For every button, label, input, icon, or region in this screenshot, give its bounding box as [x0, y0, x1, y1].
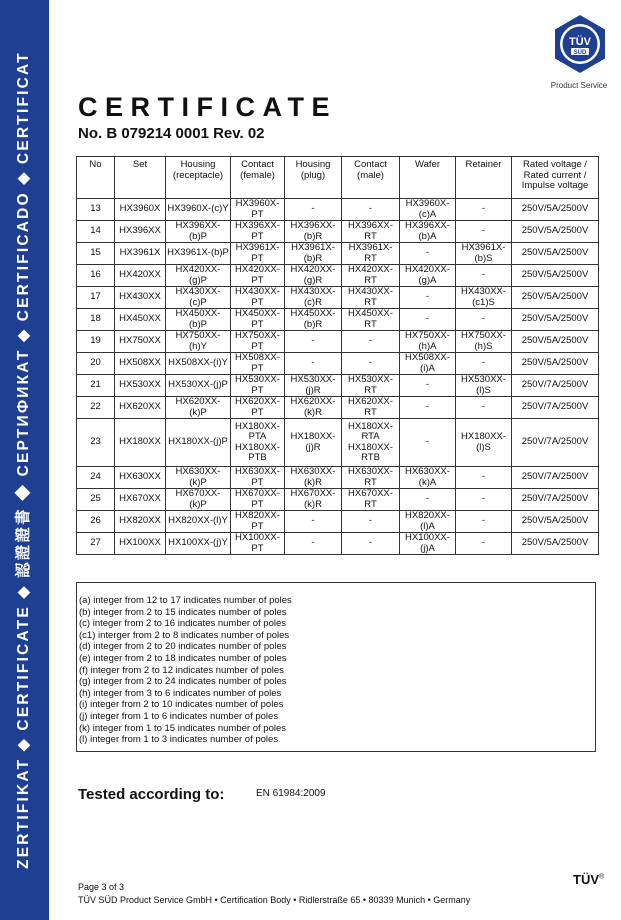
table-row — [77, 287, 599, 309]
row-rated-cell: 250V/5A/2500V — [512, 511, 599, 533]
registered-symbol: ® — [599, 873, 605, 881]
col-header-no: No — [77, 157, 115, 199]
row-housing-plug-cell: HX670XX-(k)R — [285, 489, 342, 511]
row-contact-female-cell: HX750XX-PT — [231, 331, 285, 353]
row-contact-male-cell: HX430XX-RT — [342, 287, 400, 309]
row-rated-cell: 250V/5A/2500V — [512, 287, 599, 309]
sidebar-text: ZERTIFIKAT ◆ CERTIFICATE ◆ 認證證書 ◆ СЕРТИФИКАТ ◆ CERTIFICADO ◆ CERTIFICAT — [15, 51, 32, 869]
table-row — [77, 375, 599, 397]
note-line: (l) integer from 1 to 3 indicates number of poles — [79, 734, 279, 746]
row-retainer-cell: HX180XX-(l)S — [456, 419, 512, 467]
row-contact-male-cell: HX450XX-RT — [342, 309, 400, 331]
row-contact-female-cell: HX100XX-PT — [231, 533, 285, 555]
row-contact-male-cell: - — [342, 353, 400, 375]
row-contact-female-cell: HX180XX-PTA HX180XX-PTB — [231, 419, 285, 467]
row-retainer-cell: - — [456, 309, 512, 331]
row-contact-female-cell: HX670XX-PT — [231, 489, 285, 511]
row-wafer-cell: - — [400, 419, 456, 467]
row-no-cell: 21 — [77, 375, 115, 397]
row-set-cell: HX670XX — [115, 489, 166, 511]
row-retainer-cell: - — [456, 397, 512, 419]
row-retainer-cell: HX750XX-(h)S — [456, 331, 512, 353]
row-rated-cell: 250V/7A/2500V — [512, 419, 599, 467]
note-line: (i) integer from 2 to 10 indicates number of poles — [79, 699, 284, 711]
col-header-retainer: Retainer — [456, 157, 512, 199]
notes-box — [76, 582, 596, 752]
row-retainer-cell: - — [456, 533, 512, 555]
row-contact-male-cell: - — [342, 331, 400, 353]
note-line: (h) integer from 3 to 6 indicates number of poles — [79, 687, 282, 699]
row-contact-male-cell: HX180XX-RTA HX180XX-RTB — [342, 419, 400, 467]
row-housing-receptacle-cell: HX100XX-(j)Y — [166, 533, 231, 555]
row-rated-cell: 250V/5A/2500V — [512, 353, 599, 375]
table-row — [77, 353, 599, 375]
row-retainer-cell: HX430XX-(c1)S — [456, 287, 512, 309]
row-contact-female-cell: HX3961X-PT — [231, 243, 285, 265]
row-housing-receptacle-cell: HX508XX-(i)Y — [166, 353, 231, 375]
row-rated-cell: 250V/7A/2500V — [512, 467, 599, 489]
row-no-cell: 26 — [77, 511, 115, 533]
row-set-cell: HX750XX — [115, 331, 166, 353]
note-line: (a) integer from 12 to 17 indicates number of poles — [79, 595, 292, 606]
row-housing-receptacle-cell: HX530XX-(j)P — [166, 375, 231, 397]
note-line: (c) integer from 2 to 16 indicates number of poles — [79, 618, 286, 630]
row-retainer-cell: - — [456, 511, 512, 533]
row-housing-receptacle-cell: HX3961X-(b)P — [166, 243, 231, 265]
row-housing-plug-cell: HX396XX-(b)R — [285, 221, 342, 243]
row-wafer-cell: - — [400, 397, 456, 419]
row-wafer-cell: HX508XX-(i)A — [400, 353, 456, 375]
row-contact-female-cell: HX420XX-PT — [231, 265, 285, 287]
row-wafer-cell: HX3960X-(c)A — [400, 199, 456, 221]
row-housing-receptacle-cell: HX180XX-(j)P — [166, 419, 231, 467]
row-no-cell: 27 — [77, 533, 115, 555]
row-housing-plug-cell: HX420XX-(g)R — [285, 265, 342, 287]
product-table — [76, 156, 599, 555]
row-contact-male-cell: HX3961X-RT — [342, 243, 400, 265]
col-header-wafer: Wafer — [400, 157, 456, 199]
note-line: (e) integer from 2 to 18 indicates number of poles — [79, 652, 287, 664]
row-contact-female-cell: HX430XX-PT — [231, 287, 285, 309]
row-retainer-cell: - — [456, 265, 512, 287]
row-set-cell: HX3961X — [115, 243, 166, 265]
row-no-cell: 20 — [77, 353, 115, 375]
row-set-cell: HX420XX — [115, 265, 166, 287]
row-no-cell: 22 — [77, 397, 115, 419]
row-housing-receptacle-cell: HX750XX-(h)Y — [166, 331, 231, 353]
row-rated-cell: 250V/5A/2500V — [512, 221, 599, 243]
row-set-cell: HX180XX — [115, 419, 166, 467]
note-line: (b) integer from 2 to 15 indicates number of poles — [79, 606, 287, 618]
row-contact-male-cell: HX670XX-RT — [342, 489, 400, 511]
row-wafer-cell: HX100XX-(j)A — [400, 533, 456, 555]
certificate-title: CERTIFICATE — [78, 92, 337, 122]
note-line: (g) integer from 2 to 24 indicates number of poles — [79, 676, 287, 688]
row-contact-male-cell: - — [342, 533, 400, 555]
row-no-cell: 17 — [77, 287, 115, 309]
row-rated-cell: 250V/5A/2500V — [512, 331, 599, 353]
row-contact-female-cell: HX3960X-PT — [231, 199, 285, 221]
row-contact-male-cell: - — [342, 511, 400, 533]
row-rated-cell: 250V/5A/2500V — [512, 243, 599, 265]
row-retainer-cell: - — [456, 467, 512, 489]
col-header-rated: Rated voltage / Rated current / Impulse voltage — [512, 157, 599, 199]
table-header-row — [77, 157, 599, 199]
row-wafer-cell: HX750XX-(h)A — [400, 331, 456, 353]
row-contact-female-cell: HX508XX-PT — [231, 353, 285, 375]
row-set-cell: HX430XX — [115, 287, 166, 309]
row-housing-plug-cell: HX530XX-(j)R — [285, 375, 342, 397]
row-retainer-cell: - — [456, 221, 512, 243]
row-set-cell: HX630XX — [115, 467, 166, 489]
footer-address: TÜV SÜD Product Service GmbH • Certification Body • Ridlerstraße 65 • 80339 Munich • Germany — [78, 895, 471, 905]
col-header-housing-plug: Housing (plug) — [285, 157, 342, 199]
row-no-cell: 23 — [77, 419, 115, 467]
row-housing-plug-cell: HX180XX-(j)R — [285, 419, 342, 467]
row-contact-male-cell: HX396XX-RT — [342, 221, 400, 243]
certificate-sidebar — [0, 0, 49, 920]
row-no-cell: 16 — [77, 265, 115, 287]
table-row — [77, 243, 599, 265]
row-housing-plug-cell: HX630XX-(k)R — [285, 467, 342, 489]
col-header-set: Set — [115, 157, 166, 199]
row-rated-cell: 250V/5A/2500V — [512, 199, 599, 221]
tuv-sud-logo — [550, 14, 610, 74]
col-header-contact-male: Contact (male) — [342, 157, 400, 199]
row-housing-plug-cell: - — [285, 353, 342, 375]
row-retainer-cell: - — [456, 489, 512, 511]
row-wafer-cell: HX820XX-(l)A — [400, 511, 456, 533]
row-no-cell: 25 — [77, 489, 115, 511]
row-wafer-cell: - — [400, 287, 456, 309]
note-line: (d) integer from 2 to 20 indicates number of poles — [79, 641, 287, 653]
row-wafer-cell: - — [400, 489, 456, 511]
row-housing-plug-cell: HX450XX-(b)R — [285, 309, 342, 331]
row-housing-receptacle-cell: HX620XX-(k)P — [166, 397, 231, 419]
row-contact-male-cell: HX620XX-RT — [342, 397, 400, 419]
table-row — [77, 221, 599, 243]
col-header-housing-receptacle: Housing (receptacle) — [166, 157, 231, 199]
table-row — [77, 467, 599, 489]
logo-main-text: TÜV — [569, 36, 591, 48]
row-set-cell: HX450XX — [115, 309, 166, 331]
table-row — [77, 309, 599, 331]
row-no-cell: 14 — [77, 221, 115, 243]
row-housing-plug-cell: HX430XX-(c)R — [285, 287, 342, 309]
row-housing-receptacle-cell: HX3960X-(c)Y — [166, 199, 231, 221]
table-row — [77, 419, 599, 467]
row-set-cell: HX396XX — [115, 221, 166, 243]
certificate-number: No. B 079214 0001 Rev. 02 — [78, 125, 265, 142]
row-housing-plug-cell: HX3961X-(b)R — [285, 243, 342, 265]
row-set-cell: HX508XX — [115, 353, 166, 375]
tuv-footer-mark — [573, 872, 604, 887]
row-contact-female-cell: HX620XX-PT — [231, 397, 285, 419]
row-set-cell: HX100XX — [115, 533, 166, 555]
tested-standard: EN 61984:2009 — [256, 788, 326, 799]
row-retainer-cell: HX530XX-(l)S — [456, 375, 512, 397]
row-set-cell: HX620XX — [115, 397, 166, 419]
table-row — [77, 489, 599, 511]
row-rated-cell: 250V/7A/2500V — [512, 489, 599, 511]
row-contact-female-cell: HX630XX-PT — [231, 467, 285, 489]
table-row — [77, 199, 599, 221]
row-housing-plug-cell: - — [285, 533, 342, 555]
footer-mark-text: TÜV — [573, 872, 599, 887]
row-housing-receptacle-cell: HX820XX-(l)Y — [166, 511, 231, 533]
row-housing-receptacle-cell: HX450XX-(b)P — [166, 309, 231, 331]
row-no-cell: 24 — [77, 467, 115, 489]
row-contact-male-cell: HX530XX-RT — [342, 375, 400, 397]
row-housing-plug-cell: HX620XX-(k)R — [285, 397, 342, 419]
row-rated-cell: 250V/5A/2500V — [512, 533, 599, 555]
tested-according-label: Tested according to: — [78, 786, 225, 803]
note-line: (f) integer from 2 to 12 indicates number of poles — [79, 664, 284, 676]
row-contact-female-cell: HX396XX-PT — [231, 221, 285, 243]
row-contact-female-cell: HX820XX-PT — [231, 511, 285, 533]
row-retainer-cell: - — [456, 353, 512, 375]
row-set-cell: HX820XX — [115, 511, 166, 533]
row-rated-cell: 250V/5A/2500V — [512, 309, 599, 331]
row-housing-plug-cell: - — [285, 331, 342, 353]
row-retainer-cell: - — [456, 199, 512, 221]
row-no-cell: 15 — [77, 243, 115, 265]
page-number: Page 3 of 3 — [78, 882, 125, 892]
table-row — [77, 533, 599, 555]
row-retainer-cell: HX3961X-(b)S — [456, 243, 512, 265]
row-wafer-cell: HX396XX-(b)A — [400, 221, 456, 243]
row-housing-receptacle-cell: HX420XX-(g)P — [166, 265, 231, 287]
logo-sub-text: SÜD — [573, 50, 587, 56]
row-no-cell: 13 — [77, 199, 115, 221]
table-row — [77, 331, 599, 353]
row-wafer-cell: HX630XX-(k)A — [400, 467, 456, 489]
row-housing-plug-cell: - — [285, 511, 342, 533]
row-contact-female-cell: HX450XX-PT — [231, 309, 285, 331]
row-housing-receptacle-cell: HX430XX-(c)P — [166, 287, 231, 309]
row-rated-cell: 250V/7A/2500V — [512, 375, 599, 397]
row-housing-receptacle-cell: HX396XX-(b)P — [166, 221, 231, 243]
table-row — [77, 397, 599, 419]
note-line: (j) integer from 1 to 6 indicates number of poles — [79, 710, 279, 722]
row-set-cell: HX3960X — [115, 199, 166, 221]
table-row — [77, 265, 599, 287]
row-contact-male-cell: HX630XX-RT — [342, 467, 400, 489]
row-set-cell: HX530XX — [115, 375, 166, 397]
row-housing-receptacle-cell: HX630XX-(k)P — [166, 467, 231, 489]
logo-caption: Product Service — [550, 81, 608, 90]
row-contact-female-cell: HX530XX-PT — [231, 375, 285, 397]
row-no-cell: 19 — [77, 331, 115, 353]
table-body — [77, 199, 599, 555]
row-wafer-cell: HX420XX-(g)A — [400, 265, 456, 287]
note-line: (c1) interger from 2 to 8 indicates number of poles — [79, 629, 290, 641]
row-housing-plug-cell: - — [285, 199, 342, 221]
note-line: (k) integer from 1 to 15 indicates number of poles — [79, 722, 286, 734]
row-rated-cell: 250V/5A/2500V — [512, 265, 599, 287]
row-no-cell: 18 — [77, 309, 115, 331]
row-wafer-cell: - — [400, 309, 456, 331]
col-header-contact-female: Contact (female) — [231, 157, 285, 199]
table-row — [77, 511, 599, 533]
row-rated-cell: 250V/7A/2500V — [512, 397, 599, 419]
row-housing-receptacle-cell: HX670XX-(k)P — [166, 489, 231, 511]
row-wafer-cell: - — [400, 375, 456, 397]
row-contact-male-cell: HX420XX-RT — [342, 265, 400, 287]
row-contact-male-cell: - — [342, 199, 400, 221]
row-wafer-cell: - — [400, 243, 456, 265]
